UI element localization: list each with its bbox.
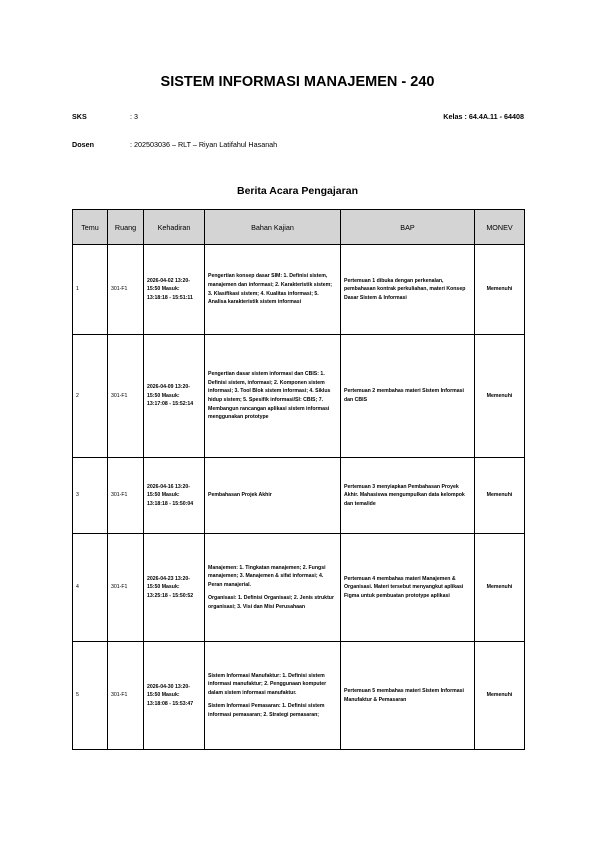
table-row bbox=[73, 335, 525, 458]
cell-bap: Pertemuan 2 membahas materi Sistem Informasi dan CBIS bbox=[341, 335, 475, 458]
header-bap: BAP bbox=[341, 210, 475, 245]
kelas-info: Kelas : 64.4A.11 - 64408 bbox=[443, 112, 524, 121]
table-row bbox=[73, 534, 525, 642]
header-ruang: Ruang bbox=[108, 210, 144, 245]
table-row bbox=[73, 458, 525, 534]
table-header-row bbox=[73, 210, 525, 245]
sks-value: : 3 bbox=[130, 112, 138, 121]
cell-bap: Pertemuan 1 dibuka dengan perkenalan, pembahasan kontrak perkuliahan, materi Konsep Dasar Sistem & Informasi bbox=[341, 245, 475, 335]
cell-kehadiran: 2026-04-23 13:20-15:50 Masuk: 13:25:18 - 15:50:52 bbox=[144, 534, 205, 642]
cell-kehadiran: 2026-04-16 13:20-15:50 Masuk: 13:18:18 - 15:50:04 bbox=[144, 458, 205, 534]
cell-temu: 2 bbox=[73, 335, 108, 458]
header-temu: Temu bbox=[73, 210, 108, 245]
cell-monev: Memenuhi bbox=[475, 335, 525, 458]
cell-ruang: 301-F1 bbox=[108, 458, 144, 534]
bahan-paragraph: Pengertian dasar sistem informasi dan CBIS: 1. Definisi sistem, informasi; 2. Komponen sistem informasi; 3. Tool Blok sistem informasi; 4. Siklus hidup sistem; 5. Spesifik informasi/SI: CBIS; 7. Membangun rancangan aplikasi sistem informasi menggunakan prototype bbox=[208, 371, 331, 421]
cell-bap: Pertemuan 4 membahas materi Manajemen & Organisasi. Materi tersebut menyangkut aplikasi Figma untuk pembuatan prototype aplikasi bbox=[341, 534, 475, 642]
cell-kehadiran: 2026-04-30 13:20-15:50 Masuk: 13:18:08 - 15:53:47 bbox=[144, 642, 205, 750]
bahan-paragraph: Pengertian konsep dasar SIM: 1. Definisi sistem, manajemen dan informasi; 2. Karakteristik sistem; 3. Klasifikasi sistem; 4. Kualitas informasi; 5. Analisa karakteristik sistem informasi bbox=[208, 273, 332, 306]
sks-label: SKS bbox=[72, 112, 87, 121]
cell-bahan-kajian bbox=[205, 335, 341, 458]
dosen-value: : 202503036 – RLT – Riyan Latifahul Hasanah bbox=[130, 140, 278, 149]
cell-kehadiran: 2026-04-02 13:20-15:50 Masuk: 13:18:18 - 15:51:11 bbox=[144, 245, 205, 335]
header-monev: MONEV bbox=[475, 210, 525, 245]
header-bahan-kajian: Bahan Kajian bbox=[205, 210, 341, 245]
bahan-paragraph: Sistem Informasi Pemasaran: 1. Definisi sistem informasi pemasaran; 2. Strategi pemasaran; bbox=[208, 703, 325, 718]
bahan-paragraph: Sistem Informasi Manufaktur: 1. Definisi sistem informasi manufaktur; 2. Penggunaan komputer dalam sistem informasi manufaktur. bbox=[208, 672, 327, 696]
header-kehadiran: Kehadiran bbox=[144, 210, 205, 245]
cell-ruang: 301-F1 bbox=[108, 335, 144, 458]
dosen-label: Dosen bbox=[72, 140, 94, 149]
cell-bap: Pertemuan 5 membahas materi Sistem Informasi Manufaktur & Pemasaran bbox=[341, 642, 475, 750]
cell-temu: 4 bbox=[73, 534, 108, 642]
page-title: SISTEM INFORMASI MANAJEMEN - 240 bbox=[160, 74, 435, 90]
cell-monev: Memenuhi bbox=[475, 642, 525, 750]
cell-temu: 5 bbox=[73, 642, 108, 750]
cell-monev: Memenuhi bbox=[475, 458, 525, 534]
cell-ruang: 301-F1 bbox=[108, 642, 144, 750]
bahan-paragraph: Pembahasan Projek Akhir bbox=[208, 492, 272, 499]
table-row bbox=[73, 245, 525, 335]
cell-monev: Memenuhi bbox=[475, 245, 525, 335]
cell-bahan-kajian bbox=[205, 245, 341, 335]
cell-ruang: 301-F1 bbox=[108, 534, 144, 642]
cell-bahan-kajian bbox=[205, 458, 341, 534]
table-row bbox=[73, 642, 525, 750]
bap-table bbox=[72, 209, 525, 750]
cell-monev: Memenuhi bbox=[475, 534, 525, 642]
cell-bahan-kajian bbox=[205, 642, 341, 750]
cell-ruang: 301-F1 bbox=[108, 245, 144, 335]
cell-kehadiran: 2026-04-09 13:20-15:50 Masuk: 13:17:08 - 15:52:14 bbox=[144, 335, 205, 458]
cell-bahan-kajian bbox=[205, 534, 341, 642]
cell-bap: Pertemuan 3 menyiapkan Pembahasan Proyek Akhir. Mahasiswa mengumpulkan data kelompok dan tema/ide bbox=[341, 458, 475, 534]
bahan-paragraph: Organisasi: 1. Definisi Organisasi; 2. Jenis struktur organisasi; 3. Visi dan Misi Perusahaan bbox=[208, 595, 334, 610]
section-title: Berita Acara Pengajaran bbox=[236, 185, 358, 197]
cell-temu: 1 bbox=[73, 245, 108, 335]
bahan-paragraph: Manajemen: 1. Tingkatan manajemen; 2. Fungsi manajemen; 3. Manajemen & sifat informasi; 4. Peran manajerial. bbox=[208, 564, 326, 588]
cell-temu: 3 bbox=[73, 458, 108, 534]
